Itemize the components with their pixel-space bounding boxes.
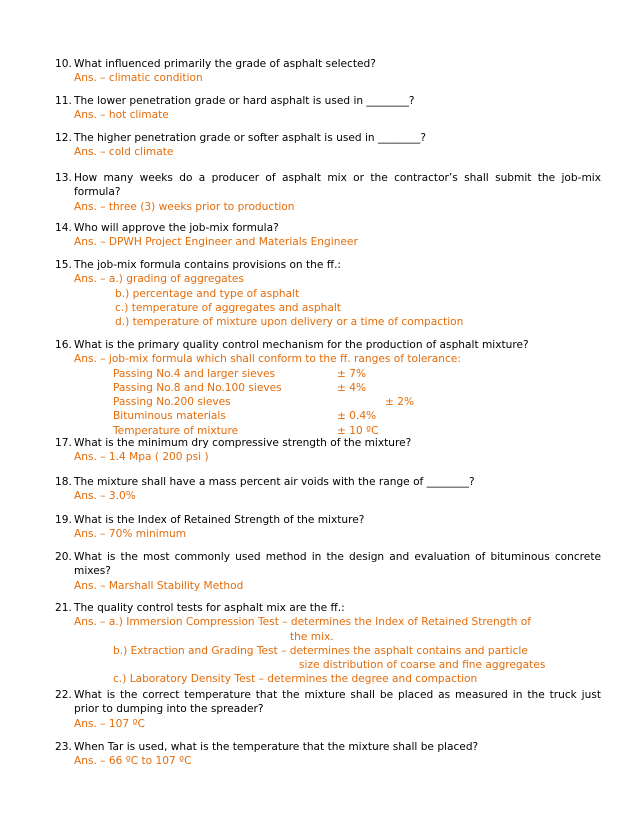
question-12 [55,131,601,160]
question-number: 22. [55,689,72,701]
question-20 [55,550,601,593]
answer-item: d.) temperature of mixture upon delivery or a time of compaction [115,316,464,329]
answer-item: b.) percentage and type of asphalt [115,287,300,300]
answer-text: Ans. – a.) grading of aggregates [74,273,244,286]
question-number: 23. [55,741,72,753]
question-text: How many weeks do a producer of asphalt mix or the contractor’s shall submit the job-mix [74,172,601,184]
tolerance-value: ± 10 ºC [337,424,379,437]
question-number: 19. [55,514,72,526]
question-text: The quality control tests for asphalt mix are the ff.: [74,602,345,614]
tolerance-row [55,367,601,381]
tolerance-value: ± 0.4% [337,410,377,423]
question-18 [55,475,601,504]
tolerance-label: Passing No.4 and larger sieves [113,367,276,380]
question-13 [55,171,601,214]
answer-item: c.) Laboratory Density Test – determines the degree and compaction [113,673,478,686]
question-10 [55,57,601,86]
answer-text: Ans. – DPWH Project Engineer and Materials Engineer [74,236,358,249]
question-14 [55,221,601,250]
question-text: When Tar is used, what is the temperature that the mixture shall be placed? [74,741,479,753]
question-number: 15. [55,259,72,271]
question-22 [55,688,601,731]
question-text: What is the most commonly used method in the design and evaluation of bituminous concrete [74,551,601,563]
question-text: What is the correct temperature that the mixture shall be placed as measured in the truck just [74,689,601,701]
tolerance-label: Passing No.200 sieves [113,396,231,409]
question-text-continued: mixes? [74,565,111,578]
answer-text: Ans. – a.) Immersion Compression Test – determines the Index of Retained Strength of [74,616,531,629]
tolerance-label: Bituminous materials [113,410,226,423]
question-number: 21. [55,602,72,614]
tolerance-value: ± 2% [385,396,415,409]
question-text: The job-mix formula contains provisions on the ff.: [74,259,342,271]
question-text: The lower penetration grade or hard asphalt is used in ________? [74,95,415,107]
question-number: 20. [55,551,72,563]
question-number: 12. [55,132,72,144]
answer-text: Ans. – climatic condition [74,72,203,85]
question-text: Who will approve the job-mix formula? [74,222,279,234]
question-17 [55,436,601,465]
answer-item-continued: size distribution of coarse and fine aggregates [299,659,546,672]
question-number: 11. [55,95,72,107]
question-text-continued: formula? [74,186,121,199]
question-text: The higher penetration grade or softer asphalt is used in ________? [74,132,426,144]
answer-text: Ans. – cold climate [74,146,174,159]
tolerance-label: Temperature of mixture [113,424,239,437]
tolerance-value: ± 7% [337,367,367,380]
answer-text: Ans. – 3.0% [74,490,136,503]
answer-text: Ans. – 1.4 Mpa ( 200 psi ) [74,451,209,464]
question-text: What is the primary quality control mechanism for the production of asphalt mixture? [74,339,529,351]
question-text: What is the Index of Retained Strength of the mixture? [74,514,365,526]
question-number: 18. [55,476,72,488]
question-number: 16. [55,339,72,351]
question-21 [55,601,601,687]
tolerance-label: Passing No.8 and No.100 sieves [113,381,282,394]
answer-text: Ans. – Marshall Stability Method [74,579,244,592]
question-number: 14. [55,222,72,234]
question-16 [55,338,601,438]
answer-text: Ans. – 107 ºC [74,717,145,730]
answer-text: Ans. – job-mix formula which shall conform to the ff. ranges of tolerance: [74,353,461,366]
answer-text: Ans. – hot climate [74,109,169,122]
tolerance-value: ± 4% [337,381,367,394]
answer-item: c.) temperature of aggregates and asphalt [115,301,341,314]
question-number: 13. [55,172,72,184]
question-number: 10. [55,58,72,70]
question-text: What is the minimum dry compressive strength of the mixture? [74,437,412,449]
answer-text: Ans. – three (3) weeks prior to production [74,200,295,213]
tolerance-row [55,409,601,423]
question-number: 17. [55,437,72,449]
question-text: The mixture shall have a mass percent air voids with the range of ________? [74,476,475,488]
tolerance-row [55,395,601,409]
question-text: What influenced primarily the grade of asphalt selected? [74,58,376,70]
question-23 [55,740,601,769]
tolerance-row [55,381,601,395]
question-19 [55,513,601,542]
answer-item-continued: the mix. [290,630,334,643]
answer-item: b.) Extraction and Grading Test – determines the asphalt contains and particle [113,644,528,657]
answer-text: Ans. – 66 ºC to 107 ºC [74,755,192,768]
question-text-continued: prior to dumping into the spreader? [74,703,264,716]
answer-text: Ans. – 70% minimum [74,528,187,541]
question-11 [55,94,601,123]
question-15 [55,258,601,329]
